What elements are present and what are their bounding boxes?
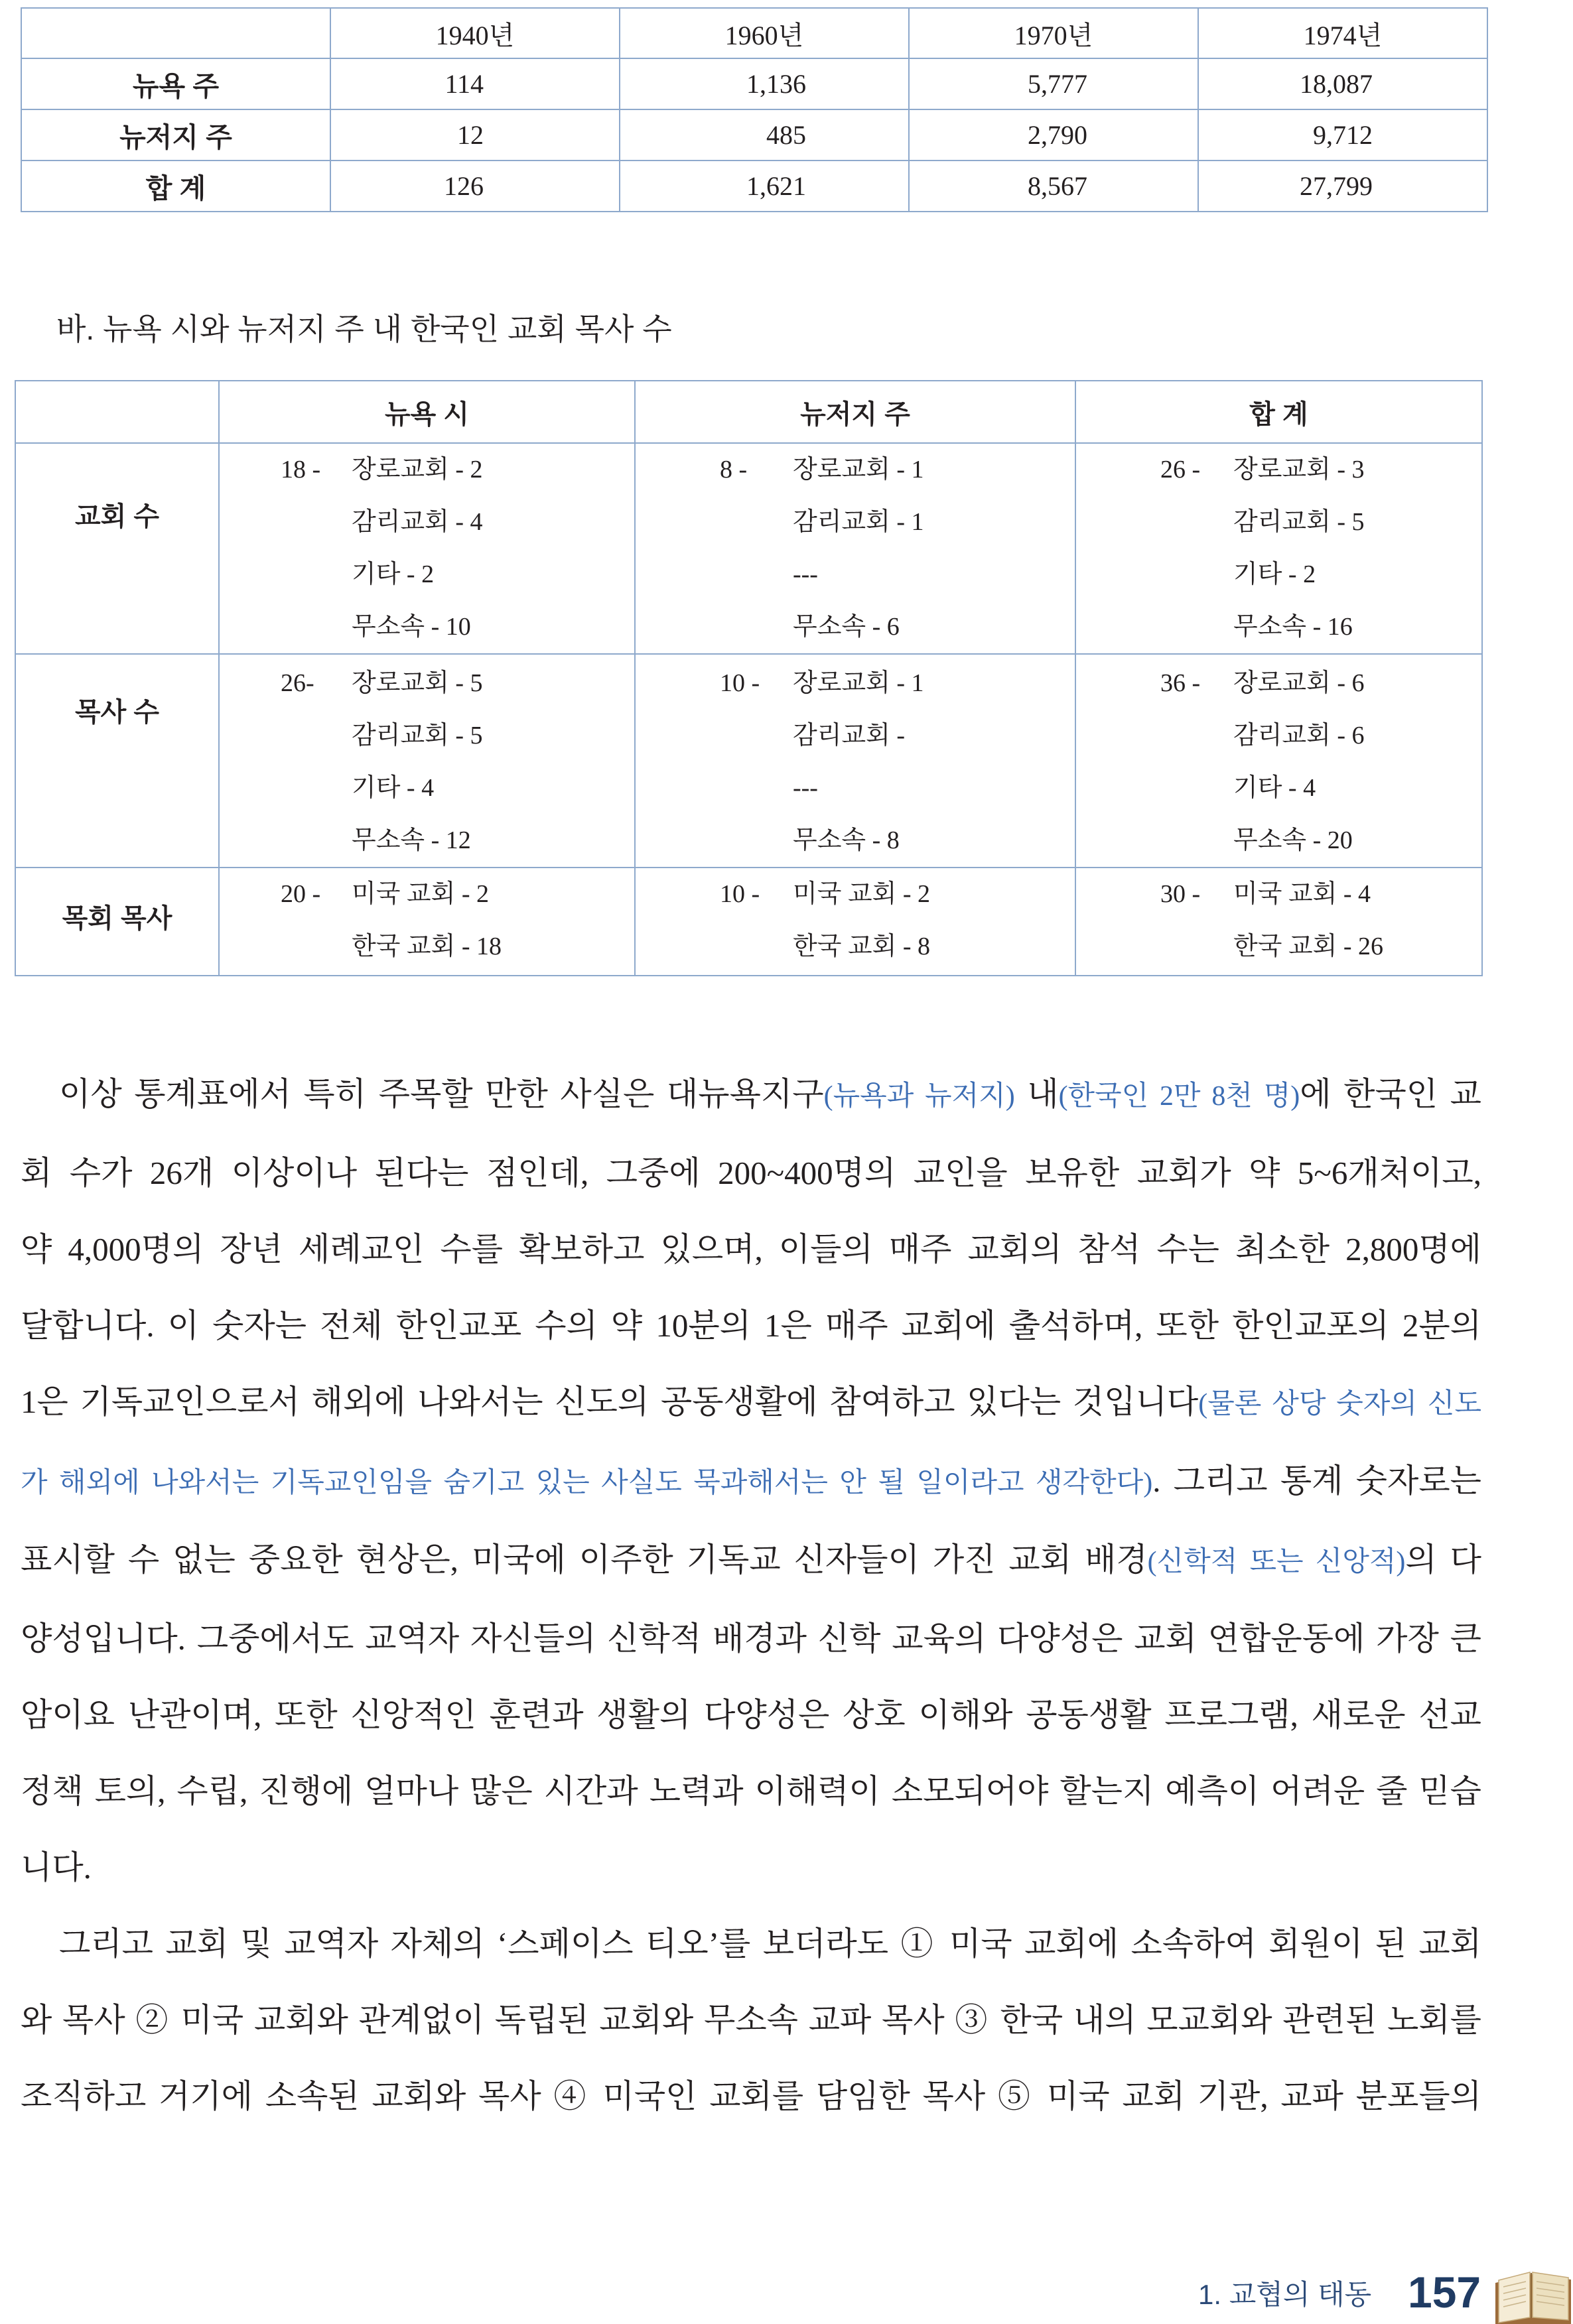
- count-line: [281, 814, 634, 867]
- count-line: [1160, 444, 1481, 496]
- value-cell: 1,136: [620, 58, 909, 109]
- count-cell: [635, 868, 1075, 976]
- table-row: [21, 58, 1487, 109]
- korean-population-table: [21, 7, 1488, 212]
- table-row: [15, 443, 1482, 654]
- table-row: [15, 654, 1482, 868]
- row-label: 교회 수: [15, 443, 219, 654]
- body-text: [21, 1056, 1481, 2134]
- count-line: [1160, 657, 1481, 710]
- note-text: (뉴욕과 뉴저지): [823, 1081, 1015, 1112]
- year-header: 1970년: [909, 8, 1198, 58]
- table-header-row: [21, 8, 1487, 58]
- breakdown-item: 장로교회 - 5: [352, 669, 483, 697]
- count-line: [1160, 496, 1481, 549]
- value-cell: 9,712: [1198, 109, 1487, 161]
- count-line: [281, 496, 634, 549]
- row-label: 목사 수: [15, 654, 219, 868]
- paragraph-line: [21, 1056, 1481, 1135]
- total-count: 36 -: [1160, 669, 1201, 697]
- body-text-segment: 정책 토의, 수립, 진행에 얼마나 많은 시간과 노력과 이해력이 소모되어야 할는지 예측이 어려운 줄 믿습: [21, 1773, 1481, 1809]
- count-line: [720, 444, 1075, 496]
- breakdown-item: 기타 - 4: [1233, 774, 1316, 802]
- total-count: 18 -: [281, 456, 321, 484]
- table-row: [21, 161, 1487, 212]
- breakdown-item: 미국 교회 - 2: [352, 880, 489, 908]
- breakdown-item: 한국 교회 - 8: [793, 933, 930, 960]
- paragraph-line: [21, 1364, 1481, 1443]
- note-text: 가 해외에 나와서는 기독교인임을 숨기고 있는 사실도 묵과해서는 안 될 일이라고 생각한다): [21, 1468, 1153, 1498]
- paragraph-line: [21, 1829, 1481, 1905]
- count-cell: [219, 443, 635, 654]
- count-cell: [219, 868, 635, 976]
- value-cell: 27,799: [1198, 161, 1487, 212]
- breakdown-item: 장로교회 - 1: [793, 456, 924, 484]
- column-header: 뉴저지 주: [635, 381, 1075, 443]
- corner-cell: [21, 8, 330, 58]
- count-line: [720, 657, 1075, 710]
- count-line: [1160, 921, 1481, 973]
- value-cell: 5,777: [909, 58, 1198, 109]
- breakdown-item: 장로교회 - 2: [352, 456, 483, 484]
- value-cell: 485: [620, 109, 909, 161]
- body-text-segment: 달합니다. 이 숫자는 전체 한인교포 수의 약 10분의 1은 매주 교회에 출석하며, 또한 한인교포의 2분의: [21, 1307, 1481, 1344]
- count-cell: [1075, 868, 1482, 976]
- paragraph-line: [21, 1905, 1481, 1982]
- value-cell: 126: [330, 161, 620, 212]
- count-line: [281, 657, 634, 710]
- body-text-segment: . 그리고 통계 숫자로는: [1152, 1462, 1481, 1499]
- breakdown-item: 무소속 - 6: [793, 613, 900, 641]
- corner-cell: [15, 381, 219, 443]
- year-header: 1960년: [620, 8, 909, 58]
- body-text-segment: 조직하고 거기에 소속된 교회와 목사 ④ 미국인 교회를 담임한 목사 ⑤ 미국 교회 기관, 교파 분포들의: [21, 2078, 1481, 2114]
- count-line: [720, 549, 1075, 601]
- breakdown-item: 감리교회 - 1: [793, 508, 924, 536]
- body-text-segment: 회 수가 26개 이상이나 된다는 점인데, 그중에 200~400명의 교인을 보유한 교회가 약 5~6개처이고,: [21, 1155, 1481, 1191]
- breakdown-item: 한국 교회 - 18: [352, 933, 502, 960]
- count-cell: [1075, 443, 1482, 654]
- total-count: 20 -: [281, 880, 321, 908]
- body-text-segment: 니다.: [21, 1849, 92, 1886]
- total-count: 30 -: [1160, 880, 1201, 908]
- breakdown-item: 미국 교회 - 4: [1233, 880, 1371, 908]
- breakdown-item: ---: [793, 774, 818, 802]
- body-text-segment: 표시할 수 없는 중요한 현상은, 미국에 이주한 기독교 신자들이 가진 교회 배경: [21, 1541, 1148, 1578]
- count-line: [720, 762, 1075, 814]
- breakdown-item: 감리교회 - 5: [1233, 508, 1365, 536]
- table-header-row: [15, 381, 1482, 443]
- total-count: 10 -: [720, 669, 760, 697]
- body-text-segment: 1은 기독교인으로서 해외에 나와서는 신도의 공동생활에 참여하고 있다는 것입니다: [21, 1384, 1199, 1420]
- row-label: 뉴저지 주: [21, 109, 330, 161]
- value-cell: 1,621: [620, 161, 909, 212]
- table-row: [21, 109, 1487, 161]
- breakdown-item: 감리교회 - 6: [1233, 722, 1365, 749]
- breakdown-item: 무소속 - 8: [793, 826, 900, 854]
- count-line: [281, 710, 634, 762]
- count-line: [720, 868, 1075, 921]
- value-cell: 2,790: [909, 109, 1198, 161]
- note-text: (한국인 2만 8천 명): [1058, 1081, 1300, 1112]
- year-header: 1974년: [1198, 8, 1487, 58]
- body-text-segment: 이상 통계표에서 특히 주목할 만한 사실은 대뉴욕지구: [59, 1076, 824, 1112]
- count-line: [720, 921, 1075, 973]
- body-text-segment: 약 4,000명의 장년 세례교인 수를 확보하고 있으며, 이들의 매주 교회의 참석 수는 최소한 2,800명에: [21, 1231, 1481, 1267]
- breakdown-item: 장로교회 - 6: [1233, 669, 1365, 697]
- paragraph-line: [21, 1443, 1481, 1521]
- section-heading: 바. 뉴욕 시와 뉴저지 주 내 한국인 교회 목사 수: [56, 312, 672, 346]
- total-count: 8 -: [720, 456, 748, 484]
- paragraph-line: [21, 1600, 1481, 1677]
- breakdown-item: 무소속 - 16: [1233, 613, 1353, 641]
- count-line: [281, 601, 634, 653]
- row-label: 뉴욕 주: [21, 58, 330, 109]
- table-head: [15, 381, 1482, 443]
- body-text-segment: 내: [1014, 1076, 1059, 1112]
- count-line: [1160, 814, 1481, 867]
- count-line: [1160, 868, 1481, 921]
- total-count: 26-: [281, 669, 314, 697]
- count-line: [720, 814, 1075, 867]
- note-text: (신학적 또는 신앙적): [1147, 1547, 1406, 1577]
- count-cell: [219, 654, 635, 868]
- count-line: [281, 444, 634, 496]
- breakdown-item: 한국 교회 - 26: [1233, 933, 1383, 960]
- paragraph-line: [21, 1287, 1481, 1364]
- open-book-icon: [1493, 2267, 1571, 2324]
- breakdown-item: ---: [793, 560, 818, 588]
- count-cell: [1075, 654, 1482, 868]
- count-cell: [635, 654, 1075, 868]
- paragraph-line: [21, 1521, 1481, 1600]
- count-line: [720, 601, 1075, 653]
- column-header: 뉴욕 시: [219, 381, 635, 443]
- value-cell: 114: [330, 58, 620, 109]
- body-text-segment: 양성입니다. 그중에서도 교역자 자신들의 신학적 배경과 신학 교육의 다양성은 교회 연합운동에 가장 큰: [21, 1620, 1481, 1657]
- breakdown-item: 감리교회 - 5: [352, 722, 483, 749]
- count-line: [281, 762, 634, 814]
- paragraph-line: [21, 2058, 1481, 2134]
- breakdown-item: 기타 - 4: [352, 774, 435, 802]
- paragraph-line: [21, 1982, 1481, 2058]
- church-pastor-table: [15, 380, 1483, 976]
- count-line: [281, 868, 634, 921]
- paragraph-line: [21, 1753, 1481, 1829]
- paragraph-line: [21, 1677, 1481, 1753]
- column-header: 합 계: [1075, 381, 1482, 443]
- chapter-title: 1. 교협의 태동: [1198, 2279, 1372, 2310]
- breakdown-item: 미국 교회 - 2: [793, 880, 930, 908]
- count-line: [1160, 762, 1481, 814]
- book-right-page: [1533, 2272, 1568, 2320]
- body-text-segment: 의 다: [1405, 1541, 1482, 1578]
- breakdown-item: 감리교회 -: [793, 722, 905, 749]
- body-text-segment: 와 목사 ② 미국 교회와 관계없이 독립된 교회와 무소속 교파 목사 ③ 한국 내의 모교회와 관련된 노회를: [21, 2002, 1481, 2038]
- row-label: 목회 목사: [15, 868, 219, 976]
- body-text-segment: 에 한국인 교: [1300, 1076, 1481, 1112]
- count-line: [720, 710, 1075, 762]
- count-line: [720, 496, 1075, 549]
- body-text-segment: 그리고 교회 및 교역자 자체의 ‘스페이스 티오’를 보더라도 ① 미국 교회에 소속하여 회원이 된 교회: [59, 1925, 1481, 1962]
- count-line: [1160, 601, 1481, 653]
- breakdown-item: 장로교회 - 1: [793, 669, 924, 697]
- count-line: [281, 549, 634, 601]
- breakdown-item: 무소속 - 12: [352, 826, 471, 854]
- row-label: 합 계: [21, 161, 330, 212]
- count-line: [1160, 549, 1481, 601]
- breakdown-item: 장로교회 - 3: [1233, 456, 1365, 484]
- count-line: [281, 921, 634, 973]
- total-count: 10 -: [720, 880, 760, 908]
- breakdown-item: 감리교회 - 4: [352, 508, 483, 536]
- value-cell: 12: [330, 109, 620, 161]
- table-row: [15, 868, 1482, 976]
- value-cell: 8,567: [909, 161, 1198, 212]
- paragraph-line: [21, 1211, 1481, 1287]
- breakdown-item: 기타 - 2: [1233, 560, 1316, 588]
- breakdown-item: 무소속 - 10: [352, 613, 471, 641]
- body-text-segment: 암이요 난관이며, 또한 신앙적인 훈련과 생활의 다양성은 상호 이해와 공동생활 프로그램, 새로운 선교: [21, 1697, 1481, 1733]
- count-line: [1160, 710, 1481, 762]
- total-count: 26 -: [1160, 456, 1201, 484]
- page-number: 157: [1408, 2268, 1481, 2317]
- count-cell: [635, 443, 1075, 654]
- note-text: (물론 상당 숫자의 신도: [1198, 1389, 1482, 1419]
- breakdown-item: 무소속 - 20: [1233, 826, 1353, 854]
- paragraph-line: [21, 1135, 1481, 1211]
- breakdown-item: 기타 - 2: [352, 560, 435, 588]
- value-cell: 18,087: [1198, 58, 1487, 109]
- table-body: [15, 443, 1482, 976]
- year-header: 1940년: [330, 8, 620, 58]
